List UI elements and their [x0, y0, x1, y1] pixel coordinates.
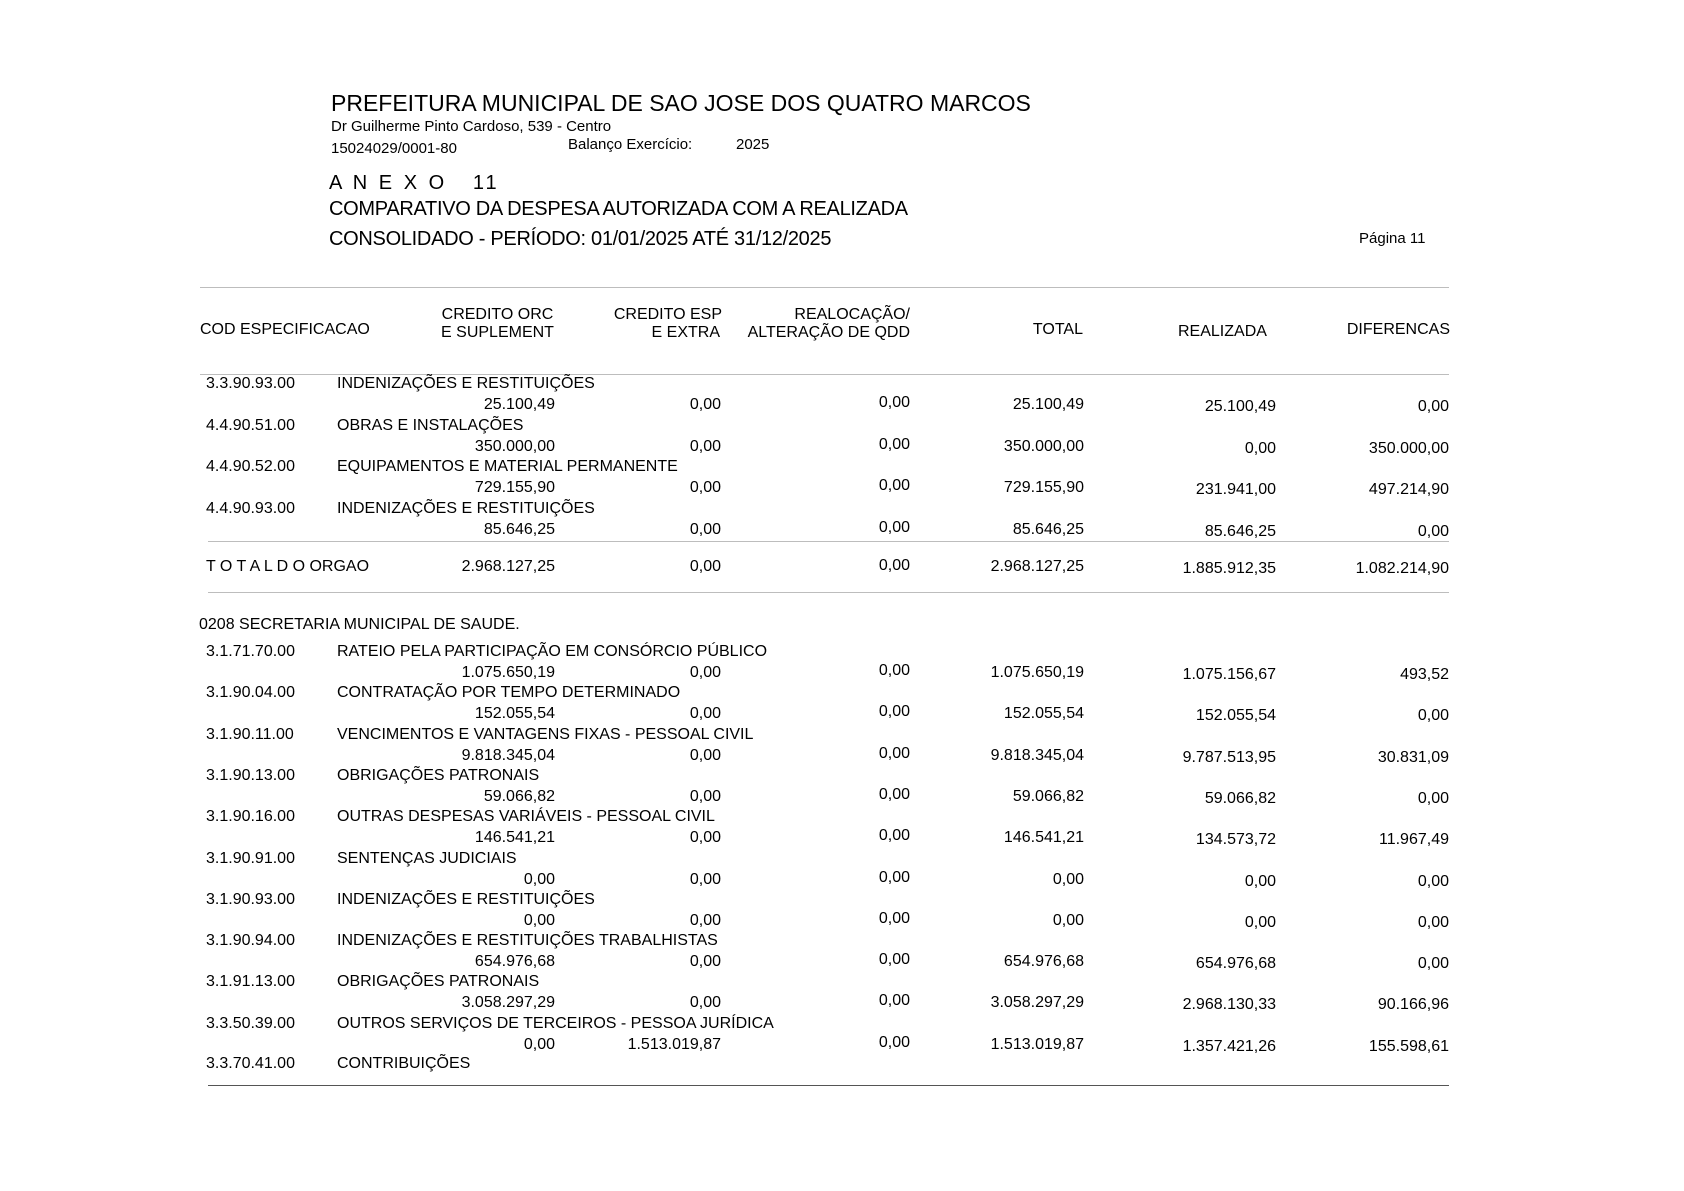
row-realocacao: 0,00: [878, 662, 910, 679]
row-diferencas: 0,00: [1417, 955, 1449, 973]
row-description: OBRIGAÇÕES PATRONAIS: [337, 973, 540, 991]
row-code: 4.4.90.51.00: [206, 416, 295, 434]
row-description: RATEIO PELA PARTICIPAÇÃO EM CONSÓRCIO PÚBLICO: [337, 643, 768, 660]
row-credito-esp: 1.513.019,87: [627, 1035, 721, 1053]
row-code: 3.1.90.93.00: [206, 890, 295, 908]
row-realizada: 1.075.156,67: [1182, 666, 1276, 683]
row-realocacao: 0,00: [878, 744, 910, 762]
row-total: 0,00: [1052, 911, 1084, 929]
anexo-number: A N E X O 11: [329, 172, 500, 194]
total-orgao-orc: 2.968.127,25: [461, 558, 555, 575]
row-diferencas: 90.166,96: [1377, 996, 1449, 1014]
row-total: 85.646,25: [1012, 520, 1084, 538]
row-credito-orc: 152.055,54: [474, 705, 555, 723]
row-realizada: 2.968.130,33: [1182, 996, 1276, 1014]
row-total: 3.058.297,29: [990, 994, 1084, 1012]
row-realizada: 1.357.421,26: [1182, 1037, 1276, 1055]
page-number: Página 11: [1359, 230, 1426, 247]
row-realocacao: 0,00: [878, 951, 910, 969]
row-realizada: 134.573,72: [1195, 831, 1276, 849]
col-header-total: TOTAL: [1032, 321, 1083, 338]
row-code: 3.1.90.11.00: [206, 725, 294, 743]
row-description: OUTRAS DESPESAS VARIÁVEIS - PESSOAL CIVIL: [337, 808, 715, 826]
row-realizada: 25.100,49: [1204, 398, 1276, 415]
row-total: 0,00: [1052, 870, 1084, 888]
row-credito-orc: 146.541,21: [474, 829, 555, 847]
row-diferencas: 497.214,90: [1368, 481, 1449, 498]
row-diferencas: 0,00: [1417, 522, 1449, 540]
col-header-cod: COD ESPECIFICACAO: [200, 321, 370, 338]
row-credito-esp: 0,00: [689, 705, 721, 723]
row-realocacao: 0,00: [878, 703, 910, 721]
report-subtitle: COMPARATIVO DA DESPESA AUTORIZADA COM A REALIZADA: [329, 198, 908, 220]
row-realizada: 231.941,00: [1195, 481, 1276, 498]
row-diferencas: 350.000,00: [1368, 439, 1449, 457]
row-credito-orc: 654.976,68: [474, 953, 555, 971]
col-header-realoc-1: REALOCAÇÃO/: [794, 306, 910, 323]
row-diferencas: 0,00: [1417, 913, 1449, 931]
row-description: CONTRATAÇÃO POR TEMPO DETERMINADO: [337, 684, 681, 702]
balanco-year: 2025: [736, 136, 770, 153]
total-top-divider: [208, 541, 1449, 542]
row-credito-orc: 85.646,25: [483, 520, 555, 538]
last-row-desc: CONTRIBUIÇÕES: [337, 1055, 471, 1072]
report-period: CONSOLIDADO - PERÍODO: 01/01/2025 ATÉ 31/12/2025: [329, 228, 832, 250]
row-description: INDENIZAÇÕES E RESTITUIÇÕES: [337, 890, 595, 908]
address: Dr Guilherme Pinto Cardoso, 539 - Centro: [331, 118, 612, 135]
row-credito-orc: 1.075.650,19: [461, 664, 555, 681]
row-diferencas: 0,00: [1417, 789, 1449, 807]
row-total: 9.818.345,04: [990, 746, 1084, 764]
last-row-code: 3.3.70.41.00: [206, 1055, 295, 1072]
col-header-credito-orc-1: CREDITO ORC: [441, 306, 554, 323]
row-total: 59.066,82: [1012, 787, 1084, 805]
row-credito-esp: 0,00: [689, 520, 721, 538]
total-orgao-dif: 1.082.214,90: [1355, 560, 1449, 577]
row-realizada: 0,00: [1244, 439, 1276, 457]
row-credito-esp: 0,00: [689, 829, 721, 847]
total-bottom-divider: [208, 592, 1449, 593]
row-realizada: 0,00: [1244, 872, 1276, 890]
row-realocacao: 0,00: [878, 785, 910, 803]
row-diferencas: 30.831,09: [1377, 748, 1449, 766]
row-description: SENTENÇAS JUDICIAIS: [337, 849, 517, 867]
row-total: 146.541,21: [1003, 829, 1084, 847]
row-realizada: 152.055,54: [1195, 707, 1276, 725]
col-header-credito-orc-2: E SUPLEMENT: [441, 324, 554, 341]
row-realocacao: 0,00: [878, 518, 910, 536]
row-realocacao: 0,00: [878, 477, 910, 494]
row-total: 729.155,90: [1003, 479, 1084, 496]
col-header-realoc-2: ALTERAÇÃO DE QDD: [747, 324, 910, 341]
total-orgao-label: T O T A L D O ORGAO: [206, 558, 370, 575]
row-code: 3.3.90.93.00: [206, 375, 295, 392]
row-code: 3.1.71.70.00: [206, 643, 295, 660]
row-diferencas: 0,00: [1417, 398, 1449, 415]
row-description: INDENIZAÇÕES E RESTITUIÇÕES: [337, 499, 595, 517]
row-realocacao: 0,00: [878, 868, 910, 886]
row-realizada: 9.787.513,95: [1182, 748, 1276, 766]
row-total: 350.000,00: [1003, 437, 1084, 455]
row-credito-orc: 0,00: [523, 1035, 555, 1053]
row-credito-orc: 0,00: [523, 911, 555, 929]
row-description: INDENIZAÇÕES E RESTITUIÇÕES TRABALHISTAS: [337, 932, 718, 950]
row-code: 3.1.90.16.00: [206, 808, 295, 826]
row-realocacao: 0,00: [878, 992, 910, 1010]
row-diferencas: 493,52: [1400, 666, 1449, 683]
cnpj: 15024029/0001-80: [331, 140, 457, 157]
total-orgao-esp: 0,00: [689, 558, 721, 575]
col-header-credito-esp-2: E EXTRA: [651, 324, 720, 341]
row-credito-orc: 729.155,90: [474, 479, 555, 496]
row-description: INDENIZAÇÕES E RESTITUIÇÕES: [337, 375, 595, 392]
total-orgao-realoc: 0,00: [878, 557, 910, 574]
row-credito-orc: 59.066,82: [483, 787, 555, 805]
report-title: PREFEITURA MUNICIPAL DE SAO JOSE DOS QUATRO MARCOS: [331, 90, 1031, 116]
col-header-diferencas: DIFERENCAS: [1346, 321, 1450, 338]
row-total: 1.513.019,87: [990, 1035, 1084, 1053]
row-credito-orc: 350.000,00: [474, 437, 555, 455]
row-realocacao: 0,00: [878, 909, 910, 927]
row-credito-esp: 0,00: [689, 479, 721, 496]
row-code: 3.1.90.94.00: [206, 932, 295, 950]
row-credito-esp: 0,00: [689, 437, 721, 455]
row-credito-esp: 0,00: [689, 787, 721, 805]
row-description: OUTROS SERVIÇOS DE TERCEIROS - PESSOA JURÍDICA: [337, 1014, 774, 1032]
row-total: 654.976,68: [1003, 953, 1084, 971]
row-credito-esp: 0,00: [689, 396, 721, 413]
row-credito-esp: 0,00: [689, 911, 721, 929]
row-credito-esp: 0,00: [689, 994, 721, 1012]
row-credito-esp: 0,00: [689, 664, 721, 681]
row-code: 3.1.90.13.00: [206, 766, 295, 784]
row-code: 4.4.90.93.00: [206, 499, 295, 517]
balanco-label: Balanço Exercício:: [568, 136, 693, 153]
row-description: OBRAS E INSTALAÇÕES: [337, 416, 524, 434]
row-realizada: 85.646,25: [1204, 522, 1276, 540]
row-realizada: 0,00: [1244, 913, 1276, 931]
col-header-credito-esp-1: CREDITO ESP: [613, 306, 722, 323]
row-realocacao: 0,00: [878, 435, 910, 453]
section-title: 0208 SECRETARIA MUNICIPAL DE SAUDE.: [199, 616, 520, 633]
row-credito-orc: 3.058.297,29: [461, 994, 555, 1012]
row-diferencas: 155.598,61: [1368, 1037, 1449, 1055]
row-credito-orc: 9.818.345,04: [461, 746, 555, 764]
row-total: 25.100,49: [1012, 396, 1084, 413]
row-code: 3.1.90.04.00: [206, 684, 295, 702]
row-realizada: 59.066,82: [1204, 789, 1276, 807]
total-orgao-realizada: 1.885.912,35: [1182, 560, 1276, 577]
row-diferencas: 0,00: [1417, 707, 1449, 725]
row-realocacao: 0,00: [878, 394, 910, 411]
total-orgao-total: 2.968.127,25: [990, 558, 1084, 575]
row-description: VENCIMENTOS E VANTAGENS FIXAS - PESSOAL CIVIL: [337, 725, 754, 743]
row-credito-esp: 0,00: [689, 870, 721, 888]
row-code: 4.4.90.52.00: [206, 458, 295, 475]
row-code: 3.1.91.13.00: [206, 973, 295, 991]
row-description: OBRIGAÇÕES PATRONAIS: [337, 766, 540, 784]
row-realocacao: 0,00: [878, 827, 910, 845]
row-realocacao: 0,00: [878, 1033, 910, 1051]
row-total: 1.075.650,19: [990, 664, 1084, 681]
row-credito-orc: 0,00: [523, 870, 555, 888]
col-header-realizada: REALIZADA: [1178, 323, 1267, 340]
row-diferencas: 0,00: [1417, 872, 1449, 890]
row-credito-orc: 25.100,49: [483, 396, 555, 413]
row-credito-esp: 0,00: [689, 746, 721, 764]
row-credito-esp: 0,00: [689, 953, 721, 971]
page-bottom-divider: [208, 1085, 1449, 1086]
row-description: EQUIPAMENTOS E MATERIAL PERMANENTE: [337, 458, 678, 475]
row-total: 152.055,54: [1003, 705, 1084, 723]
row-realizada: 654.976,68: [1195, 955, 1276, 973]
row-code: 3.3.50.39.00: [206, 1014, 295, 1032]
row-code: 3.1.90.91.00: [206, 849, 295, 867]
row-diferencas: 11.967,49: [1379, 831, 1449, 849]
